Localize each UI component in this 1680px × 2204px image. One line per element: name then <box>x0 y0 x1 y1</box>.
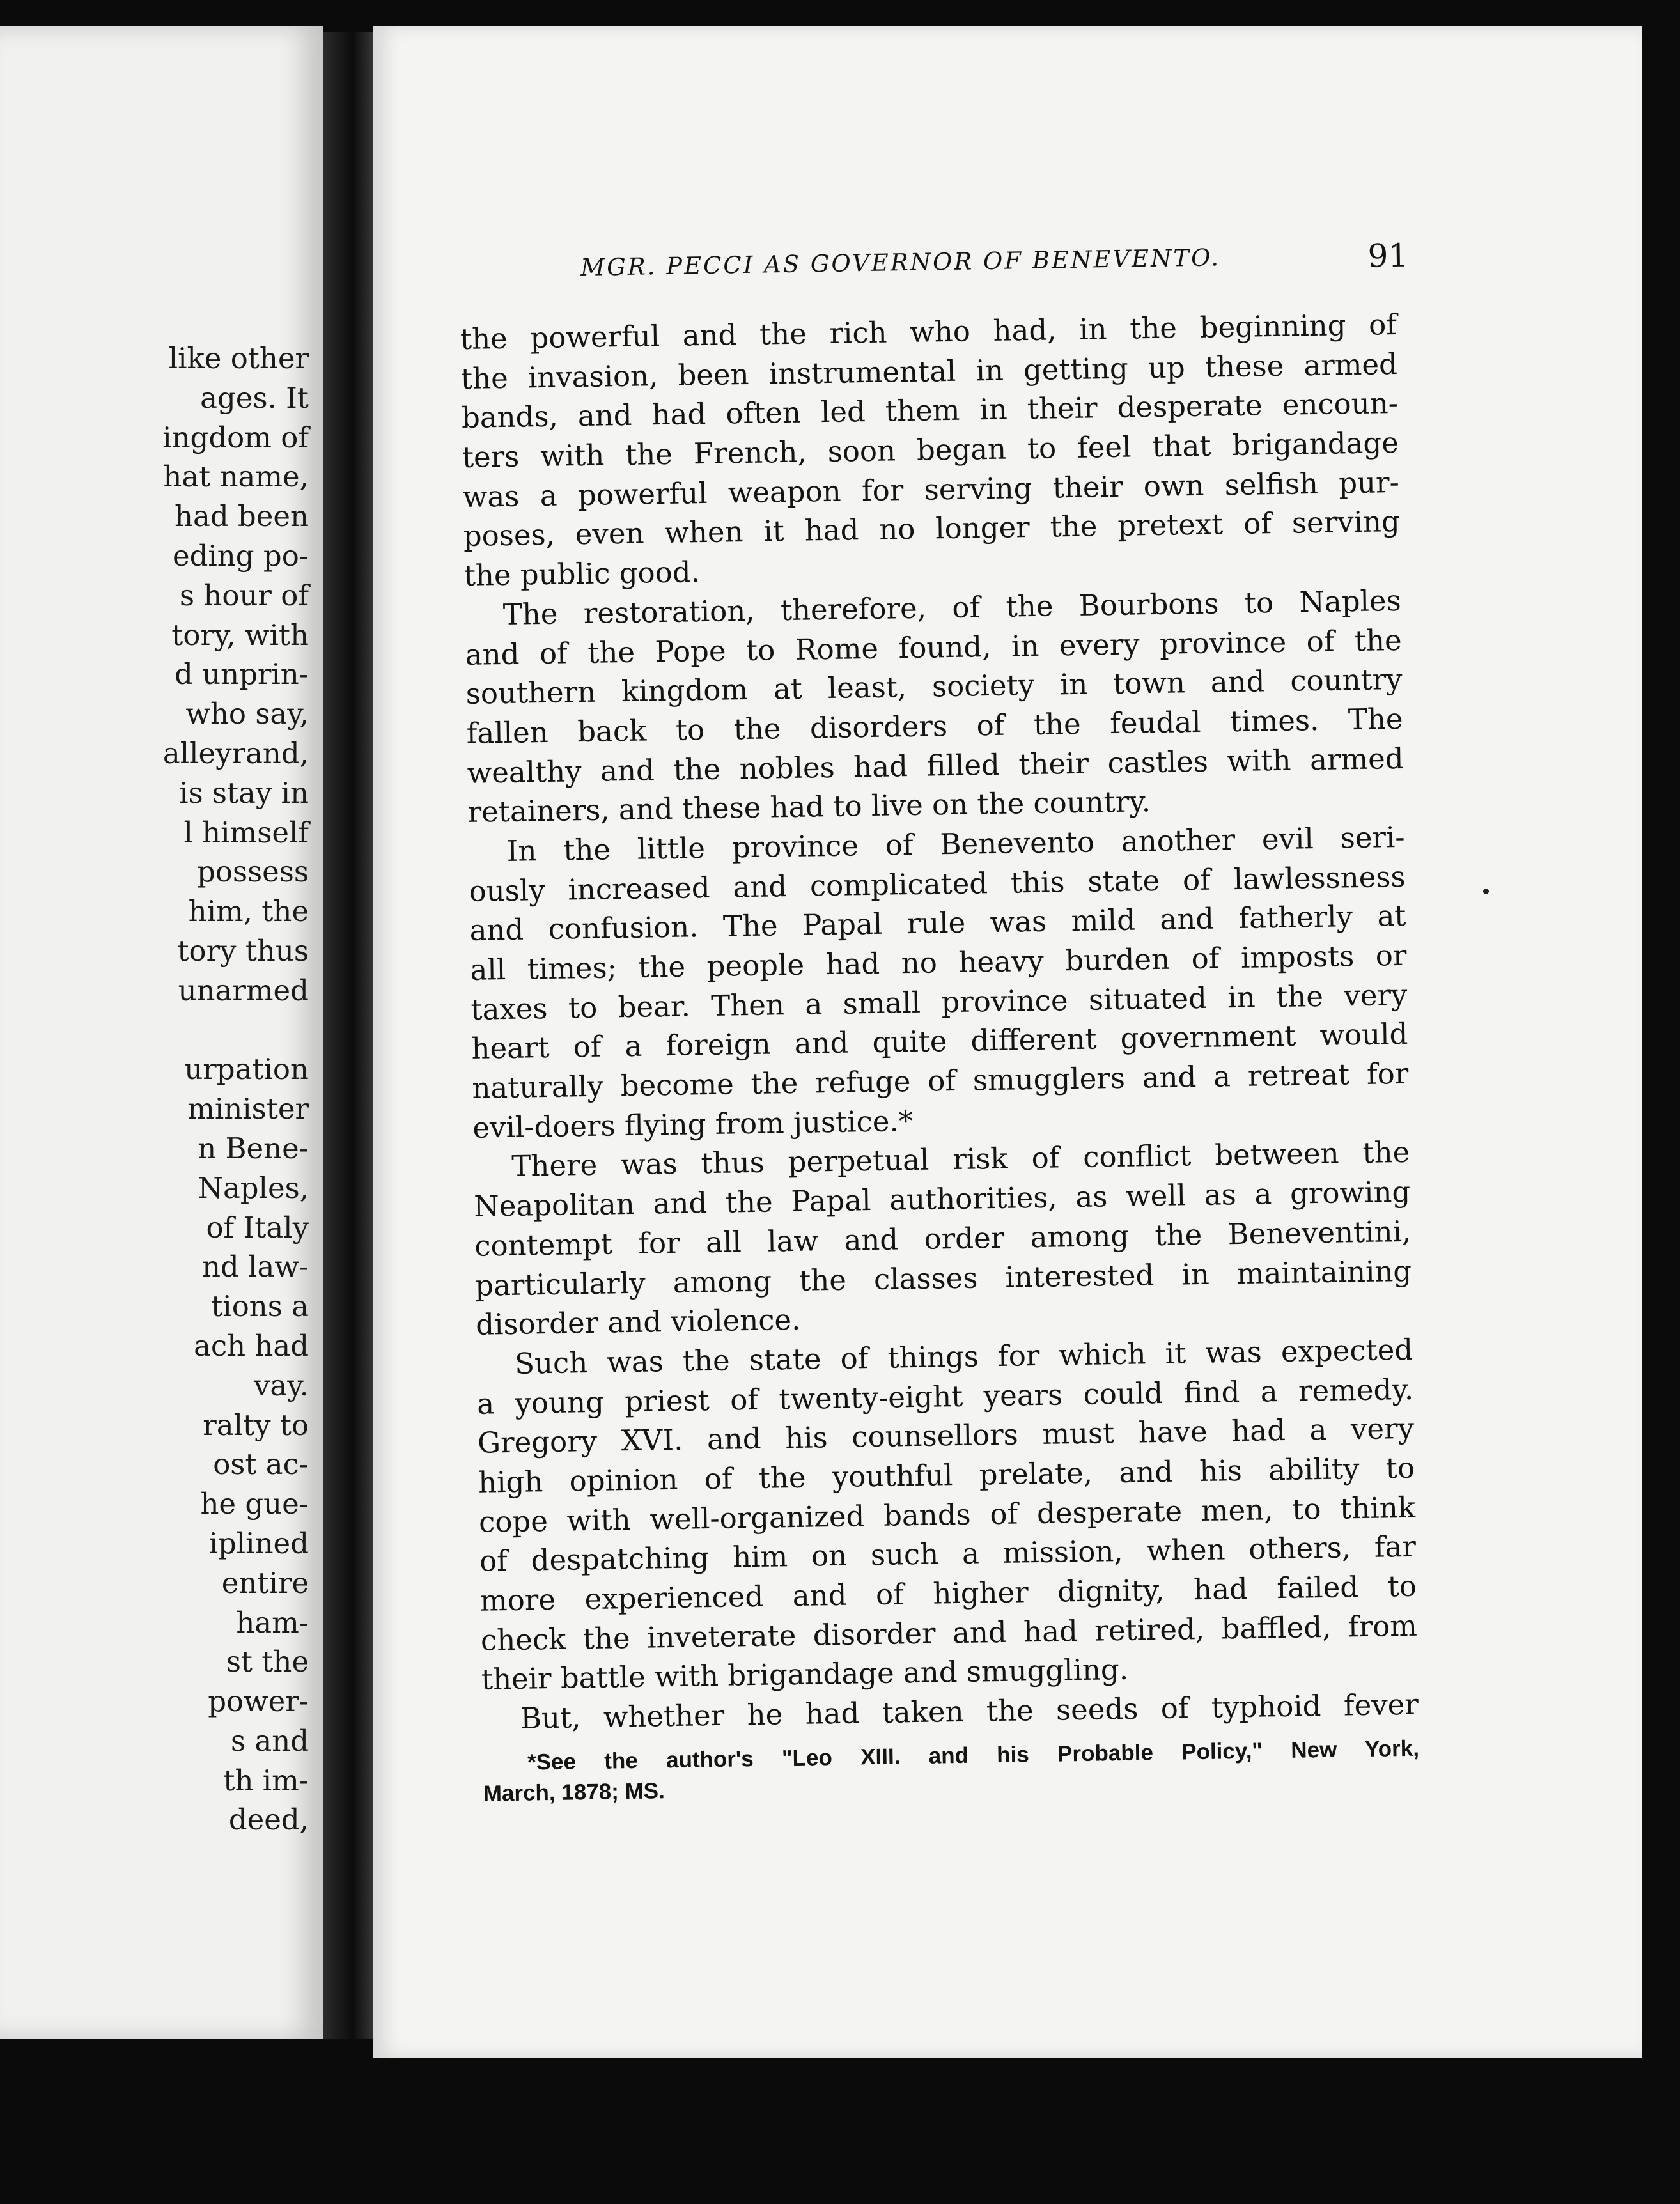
left-page-line: s and <box>230 1723 309 1758</box>
scan-speck <box>1483 889 1489 894</box>
text-line: ters with the French, soon began to feel that brigandage <box>462 426 1399 475</box>
text-line: high opinion of the youthful prelate, and his ability to <box>478 1450 1415 1500</box>
text-line: retainers, and these had to live on the country. <box>467 784 1151 830</box>
left-page-line: he gue- <box>200 1487 309 1521</box>
left-page-line: ages. It <box>200 380 309 415</box>
left-page-line <box>0 1011 309 1050</box>
left-page-line: urpation <box>184 1052 309 1087</box>
text-line: fallen back to the disorders of the feudal times. The <box>466 701 1403 750</box>
text-line: heart of a foreign and quite different government would <box>471 1017 1408 1066</box>
text-line: Such was the state of things for which it was expected <box>514 1332 1413 1381</box>
left-page-line: power- <box>208 1684 309 1719</box>
text-line: The restoration, therefore, of the Bourbons to Naples <box>502 583 1402 632</box>
text-line: of despatching him on such a mission, when others, far <box>479 1530 1417 1579</box>
left-page-line: minister <box>187 1092 309 1126</box>
left-page-line: s hour of <box>179 578 309 612</box>
text-line: In the little province of Benevento another evil seri- <box>506 819 1405 868</box>
text-line: Gregory XVI. and his counsellors must have had a very <box>477 1411 1415 1461</box>
left-page-line: is stay in <box>179 775 309 810</box>
page-number: 91 <box>1367 237 1409 275</box>
text-line: There was thus perpetual risk of conflict between the <box>511 1135 1410 1184</box>
text-line: ously increased and complicated this state of lawlessness <box>469 859 1406 908</box>
text-line: disorder and violence. <box>475 1303 801 1342</box>
footnote-line: *See the author's "Leo XIII. and his Probable Policy," New York, <box>527 1735 1420 1775</box>
text-line: particularly among the classes interested in maintaining <box>474 1253 1412 1303</box>
text-line: poses, even when it had no longer the pretext of serving <box>463 504 1401 554</box>
text-line: check the inveterate disorder and had retired, baffled, from <box>480 1608 1418 1657</box>
text-line: was a powerful weapon for serving their own selfish pur- <box>462 465 1400 514</box>
text-line: and of the Pope to Rome found, in every province of the <box>465 623 1403 672</box>
left-page-line: iplined <box>208 1526 309 1560</box>
text-line: evil-doers flying from justice.* <box>472 1103 914 1145</box>
left-page <box>0 26 323 2039</box>
text-line: wealthy and the nobles had filled their castles with armed <box>467 741 1404 790</box>
left-page-line: nd law- <box>201 1250 309 1284</box>
text-line: southern kingdom at least, society in town and country <box>465 662 1403 711</box>
text-line: bands, and had often led them in their desperate encoun- <box>461 386 1399 435</box>
left-page-line: unarmed <box>178 973 309 1007</box>
text-line: their battle with brigandage and smuggling. <box>481 1652 1129 1697</box>
left-page-line: tory thus <box>177 933 309 968</box>
text-line: the powerful and the rich who had, in the beginning of <box>460 307 1397 356</box>
footnote-line: March, 1878; MS. <box>483 1778 665 1806</box>
text-line: taxes to bear. Then a small province situated in the very <box>471 977 1408 1027</box>
left-page-line: of Italy <box>206 1210 309 1245</box>
left-page-line: vay. <box>253 1368 309 1402</box>
left-page-line: possess <box>197 855 309 889</box>
left-page-line: alleyrand, <box>162 736 309 770</box>
left-page-line: st the <box>226 1645 309 1679</box>
left-page-line: hat name, <box>163 460 309 494</box>
left-page-line: entire <box>221 1565 309 1600</box>
running-title: MGR. PECCI AS GOVERNOR OF BENEVENTO. <box>580 244 1221 282</box>
left-page-line: th im- <box>223 1763 309 1797</box>
left-page-line: tory, with <box>171 617 309 652</box>
left-page-line: ost ac- <box>213 1447 309 1482</box>
left-page-line: had been <box>175 499 309 534</box>
text-line: a young priest of twenty-eight years could find a remedy. <box>476 1372 1414 1421</box>
left-page-line: tions a <box>211 1289 309 1324</box>
left-page-line: deed, <box>228 1803 309 1837</box>
left-page-line: ham- <box>236 1605 309 1640</box>
footnote <box>483 1733 1420 1809</box>
text-line: But, whether he had taken the seeds of typhoid fever <box>520 1687 1419 1735</box>
left-page-text <box>0 339 309 1840</box>
body-text <box>460 305 1419 1739</box>
left-page-line: Naples, <box>198 1170 309 1205</box>
text-line: naturally become the refuge of smugglers and a retreat for <box>472 1056 1409 1105</box>
left-page-line: ach had <box>194 1328 309 1363</box>
text-line: contempt for all law and order among the Beneventini, <box>474 1214 1412 1263</box>
left-page-line: him, the <box>188 894 309 929</box>
text-line: the invasion, been instrumental in getting up these armed <box>460 346 1398 396</box>
text-line: the public good. <box>463 555 701 593</box>
left-page-line: d unprin- <box>175 657 309 692</box>
left-page-line: ingdom of <box>162 420 309 454</box>
text-line: Neapolitan and the Papal authorities, as well as a growing <box>473 1174 1411 1223</box>
left-page-line: ralty to <box>203 1408 309 1442</box>
right-page <box>373 26 1642 2058</box>
text-line: more experienced and of higher dignity, had failed to <box>479 1569 1417 1618</box>
text-line: cope with well-organized bands of desperate men, to think <box>478 1490 1416 1539</box>
page-content <box>459 237 1420 1809</box>
text-line: all times; the people had no heavy burden of imposts or <box>470 938 1407 987</box>
left-page-line: eding po- <box>172 538 309 573</box>
left-page-line: l himself <box>183 815 309 850</box>
text-line: and confusion. The Papal rule was mild and fatherly at <box>469 899 1406 948</box>
left-page-line: n Bene- <box>198 1131 309 1165</box>
left-page-line: who say, <box>185 697 309 731</box>
book-gutter <box>323 32 373 2039</box>
left-page-line: like other <box>168 341 309 375</box>
